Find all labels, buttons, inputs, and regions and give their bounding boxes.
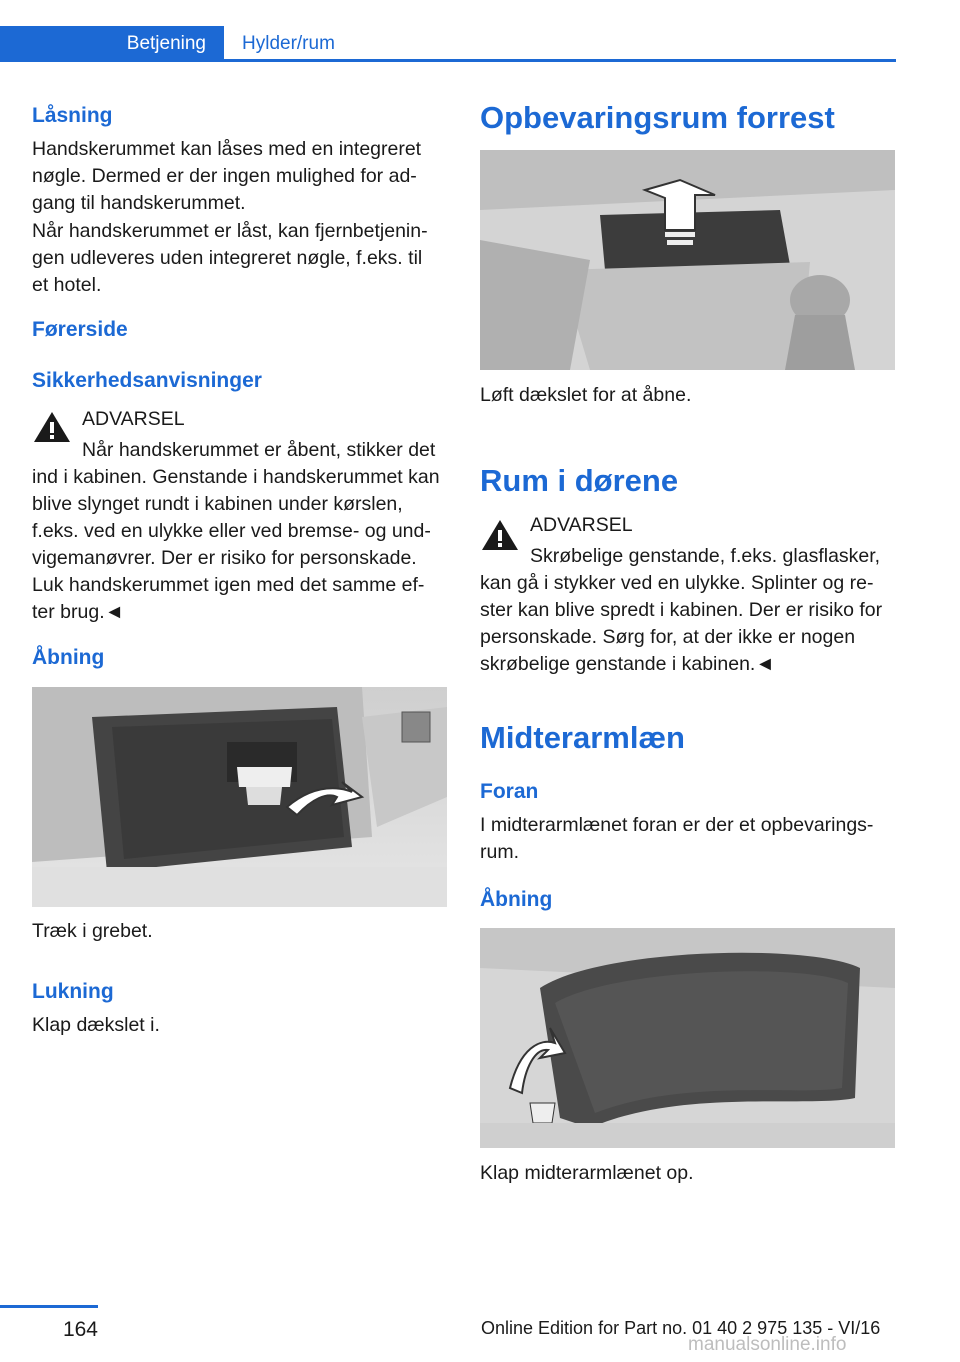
heading-opbevaringsrum: Opbevaringsrum forrest bbox=[480, 100, 835, 135]
warning-text: ind i kabinen. Genstande i handskerummet kan blive slynget rundt i kabinen under kørslen, f.eks. ved en ulykke eller ved bremse- og und-vigemanøvrer. Der er risiko for personskade. Luk handskerummet igen med det samme ef-ter brug.◄ bbox=[32, 466, 440, 623]
warning-label: ADVARSEL bbox=[82, 408, 185, 430]
heading-lukning: Lukning bbox=[32, 980, 114, 1003]
laasning-paragraph-1: Handskerummet kan låses med en integreret nøgle. Dermed er der ingen mulighed for ad-gang til handskerummet. bbox=[32, 138, 422, 214]
heading-rum-i-doerene: Rum i dørene bbox=[480, 463, 679, 498]
edition-text: Online Edition for Part no. 01 40 2 975 135 - VI/16 bbox=[481, 1318, 881, 1338]
heading-laasning: Låsning bbox=[32, 104, 113, 127]
foran-text: I midterarmlænet foran er der et opbevarings-rum. bbox=[480, 814, 874, 863]
armrest-caption: Klap midterarmlænet op. bbox=[480, 1162, 694, 1184]
heading-aabning: Åbning bbox=[32, 646, 105, 669]
warning-triangle-icon bbox=[480, 517, 520, 553]
warning-triangle-icon bbox=[32, 409, 72, 445]
page-header bbox=[0, 0, 960, 62]
heading-midterarmlaen: Midterarmlæn bbox=[480, 720, 685, 755]
laasning-paragraph-2: Når handskerummet er låst, kan fjernbetjenin-gen udleveres uden integreret nøgle, f.eks. til et hotel. bbox=[32, 220, 428, 296]
glovebox-caption: Træk i grebet. bbox=[32, 920, 153, 942]
front-storage-caption: Løft dækslet for at åbne. bbox=[480, 384, 692, 406]
page-number: 164 bbox=[62, 1318, 98, 1341]
warning-first-line: Skrøbelige genstande, f.eks. glasflasker, bbox=[530, 545, 881, 567]
heading-sikkerhedsanvisninger: Sikkerhedsanvisninger bbox=[32, 369, 262, 392]
armrest-photo bbox=[480, 928, 895, 1148]
warning-first-line: Når handskerummet er åbent, stikker det bbox=[82, 439, 436, 461]
heading-foran: Foran bbox=[480, 780, 539, 803]
glovebox-photo bbox=[32, 687, 447, 907]
warning-text: kan gå i stykker ved en ulykke. Splinter og re-ster kan blive spredt i kabinen. Der er risiko for personskade. Sørg for, at der ikke er nogen skrøbelige genstande i kabinen.◄ bbox=[480, 572, 883, 675]
footer-rule bbox=[0, 1305, 98, 1308]
tab-betjening[interactable]: Betjening bbox=[0, 26, 224, 62]
header-rule bbox=[224, 59, 896, 62]
tab-hylder-rum[interactable]: Hylder/rum bbox=[242, 33, 335, 54]
warning-label: ADVARSEL bbox=[530, 514, 633, 536]
heading-forerside: Førerside bbox=[32, 318, 128, 341]
lukning-text: Klap dækslet i. bbox=[32, 1014, 160, 1036]
watermark: manualsonline.info bbox=[688, 1334, 847, 1355]
heading-aabning-armrest: Åbning bbox=[480, 888, 553, 911]
front-storage-photo bbox=[480, 150, 895, 370]
